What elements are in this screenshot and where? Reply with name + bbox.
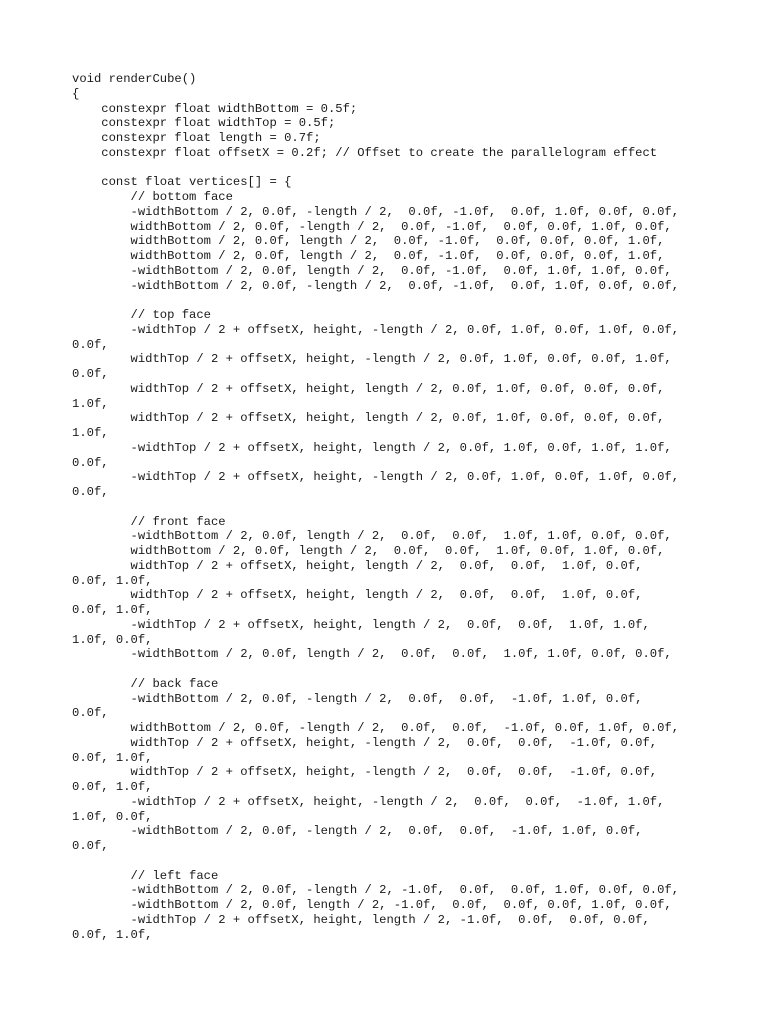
code-line: widthTop / 2 + offsetX, height, -length / 2, 0.0f, 0.0f, -1.0f, 0.0f,	[72, 735, 658, 750]
code-line: -widthBottom / 2, 0.0f, -length / 2, -1.0f, 0.0f, 0.0f, 1.0f, 0.0f, 0.0f,	[72, 883, 680, 898]
code-line: widthBottom / 2, 0.0f, length / 2, 0.0f, -1.0f, 0.0f, 0.0f, 0.0f, 1.0f,	[72, 234, 665, 249]
code-line: -widthTop / 2 + offsetX, height, -length / 2, 0.0f, 1.0f, 0.0f, 1.0f, 0.0f,	[72, 322, 680, 337]
code-line: // front face	[72, 514, 226, 529]
code-line: widthTop / 2 + offsetX, height, length / 2, 0.0f, 1.0f, 0.0f, 0.0f, 0.0f,	[72, 411, 665, 426]
code-line: 0.0f, 1.0f,	[72, 927, 153, 942]
code-line: widthTop / 2 + offsetX, height, -length / 2, 0.0f, 0.0f, -1.0f, 0.0f,	[72, 765, 658, 780]
code-line: -widthBottom / 2, 0.0f, length / 2, 0.0f, 0.0f, 1.0f, 1.0f, 0.0f, 0.0f,	[72, 647, 672, 662]
code-line: widthBottom / 2, 0.0f, -length / 2, 0.0f, -1.0f, 0.0f, 0.0f, 1.0f, 0.0f,	[72, 219, 672, 234]
code-line: -widthBottom / 2, 0.0f, -length / 2, 0.0f, 0.0f, -1.0f, 1.0f, 0.0f,	[72, 691, 643, 706]
code-line: 0.0f,	[72, 706, 109, 721]
code-line	[72, 854, 712, 869]
code-line: 0.0f,	[72, 485, 109, 499]
code-line: widthBottom / 2, 0.0f, -length / 2, 0.0f, 0.0f, -1.0f, 0.0f, 1.0f, 0.0f,	[72, 721, 680, 735]
code-line: -widthTop / 2 + offsetX, height, length / 2, 0.0f, 0.0f, 1.0f, 1.0f,	[72, 617, 650, 632]
code-line: 1.0f,	[72, 396, 109, 411]
code-line: 0.0f, 1.0f,	[72, 603, 153, 617]
code-line: -widthBottom / 2, 0.0f, length / 2, 0.0f, -1.0f, 0.0f, 1.0f, 1.0f, 0.0f,	[72, 263, 672, 278]
code-line: -widthTop / 2 + offsetX, height, -length / 2, 0.0f, 1.0f, 0.0f, 1.0f, 0.0f,	[72, 470, 680, 485]
code-line: -widthTop / 2 + offsetX, height, -length / 2, 0.0f, 0.0f, -1.0f, 1.0f,	[72, 794, 665, 809]
code-line: widthTop / 2 + offsetX, height, length / 2, 0.0f, 0.0f, 1.0f, 0.0f,	[72, 588, 643, 603]
code-line	[72, 161, 712, 176]
code-line: widthTop / 2 + offsetX, height, length / 2, 0.0f, 0.0f, 1.0f, 0.0f,	[72, 558, 643, 573]
code-line: constexpr float widthBottom = 0.5f;	[72, 101, 358, 116]
code-line: -widthTop / 2 + offsetX, height, length / 2, 0.0f, 1.0f, 0.0f, 1.0f, 1.0f,	[72, 440, 672, 455]
code-line: 0.0f,	[72, 337, 109, 352]
code-line: widthBottom / 2, 0.0f, length / 2, 0.0f, 0.0f, 1.0f, 0.0f, 1.0f, 0.0f,	[72, 544, 665, 558]
code-line: 0.0f,	[72, 367, 109, 381]
code-line: -widthBottom / 2, 0.0f, length / 2, 0.0f, 0.0f, 1.0f, 1.0f, 0.0f, 0.0f,	[72, 529, 672, 544]
code-line	[72, 662, 712, 677]
code-line: widthTop / 2 + offsetX, height, -length / 2, 0.0f, 1.0f, 0.0f, 0.0f, 1.0f,	[72, 352, 672, 367]
code-line: widthTop / 2 + offsetX, height, length / 2, 0.0f, 1.0f, 0.0f, 0.0f, 0.0f,	[72, 381, 665, 396]
code-line: widthBottom / 2, 0.0f, length / 2, 0.0f, -1.0f, 0.0f, 0.0f, 0.0f, 1.0f,	[72, 249, 665, 263]
code-line: // top face	[72, 308, 211, 322]
code-line: 0.0f,	[72, 455, 109, 470]
code-line: constexpr float widthTop = 0.5f;	[72, 116, 336, 131]
code-line: -widthBottom / 2, 0.0f, length / 2, -1.0f, 0.0f, 0.0f, 0.0f, 1.0f, 0.0f,	[72, 898, 672, 912]
code-line: 0.0f, 1.0f,	[72, 750, 153, 765]
code-line: -widthBottom / 2, 0.0f, -length / 2, 0.0f, 0.0f, -1.0f, 1.0f, 0.0f,	[72, 824, 643, 839]
code-line: // bottom face	[72, 190, 233, 204]
code-line: 0.0f,	[72, 839, 109, 853]
code-line: const float vertices[] = {	[72, 175, 292, 190]
code-line: // left face	[72, 868, 219, 883]
code-line: 1.0f, 0.0f,	[72, 632, 153, 647]
code-line: 1.0f,	[72, 426, 109, 440]
code-line: 1.0f, 0.0f,	[72, 809, 153, 824]
code-line	[72, 293, 712, 308]
code-line	[72, 500, 712, 515]
code-line: constexpr float offsetX = 0.2f; // Offset to create the parallelogram effect	[72, 145, 658, 160]
code-line: -widthTop / 2 + offsetX, height, length / 2, -1.0f, 0.0f, 0.0f, 0.0f,	[72, 912, 650, 927]
code-line: 0.0f, 1.0f,	[72, 780, 153, 794]
code-line: constexpr float length = 0.7f;	[72, 131, 321, 145]
code-line: 0.0f, 1.0f,	[72, 573, 153, 588]
code-line: -widthBottom / 2, 0.0f, -length / 2, 0.0f, -1.0f, 0.0f, 1.0f, 0.0f, 0.0f,	[72, 278, 680, 293]
code-line: void renderCube()	[72, 72, 197, 86]
code-line: -widthBottom / 2, 0.0f, -length / 2, 0.0f, -1.0f, 0.0f, 1.0f, 0.0f, 0.0f,	[72, 204, 680, 219]
code-block	[72, 72, 712, 942]
code-line: // back face	[72, 676, 219, 691]
code-line: {	[72, 86, 80, 101]
